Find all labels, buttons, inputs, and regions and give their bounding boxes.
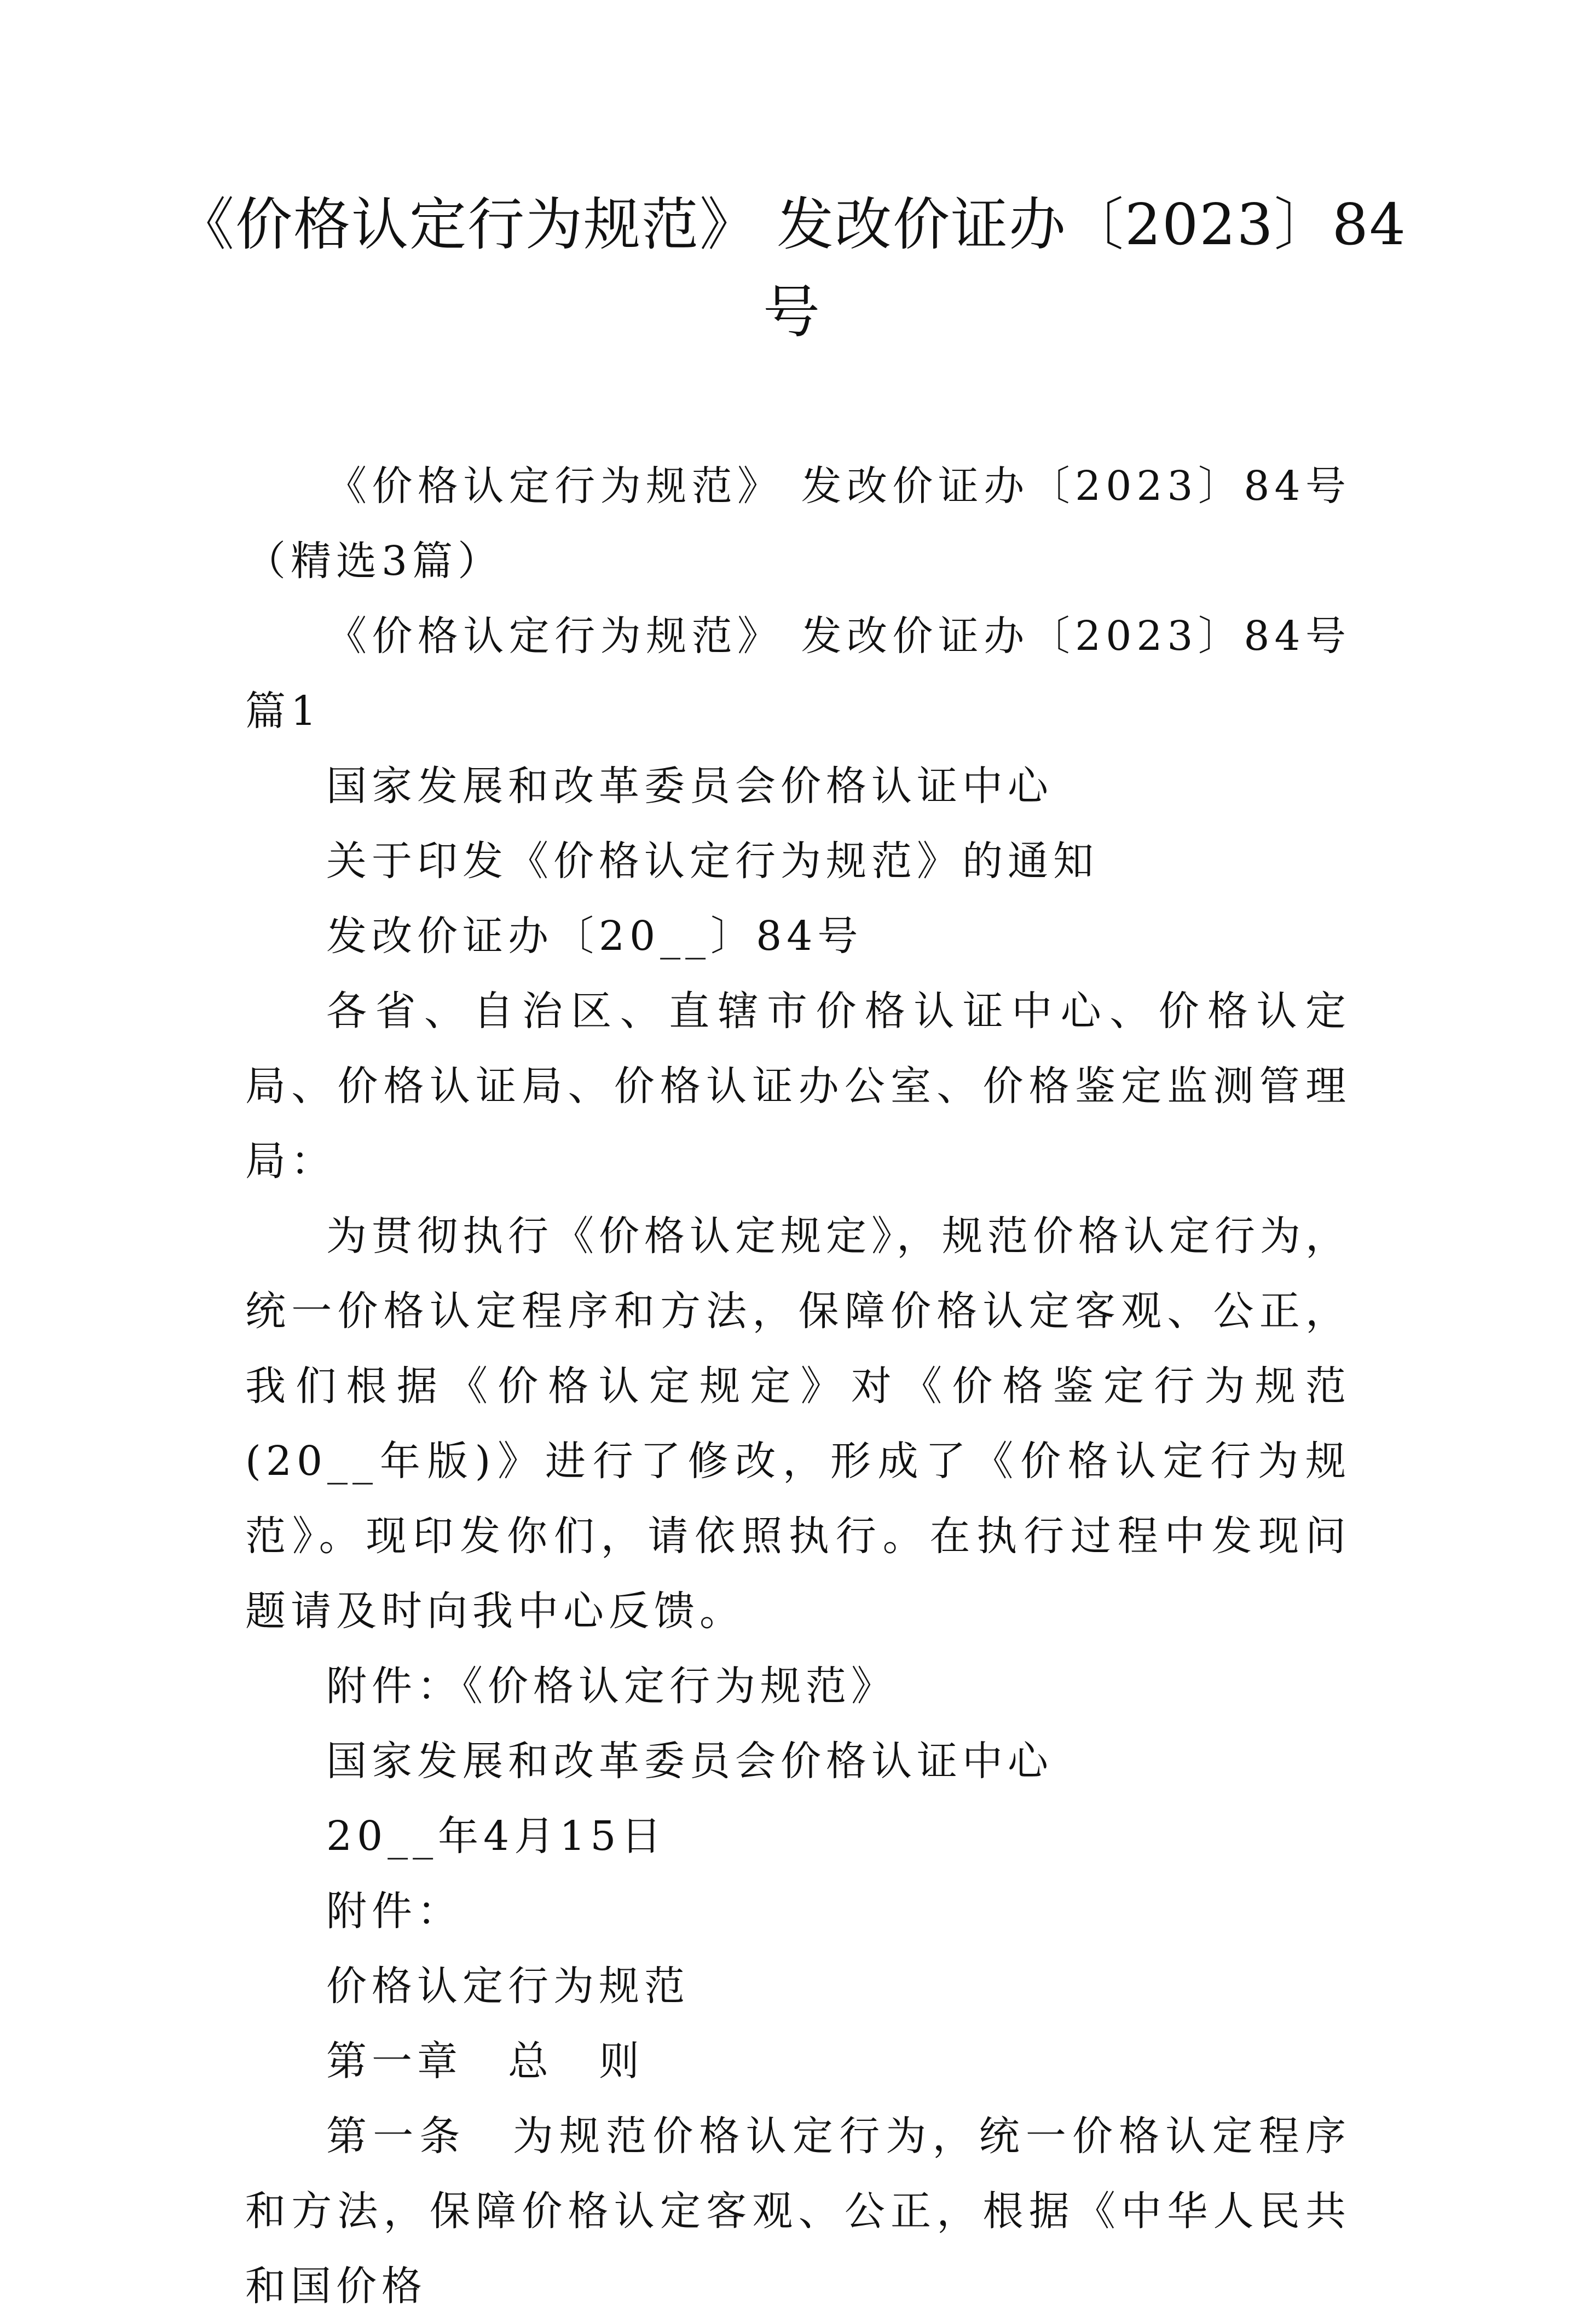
paragraph-notice-title: 关于印发《价格认定行为规范》的通知 bbox=[326, 838, 1099, 885]
paragraph-article-one: 第一条 为规范价格认定行为，统一价格认定程序和方法，保障价格认定客观、公正，根据《中华人民共和国价格 bbox=[245, 2113, 1351, 2310]
paragraph-recipients: 各省、自治区、直辖市价格认证中心、价格认定局、价格认证局、价格认证办公室、价格鉴定监测管理局： bbox=[245, 988, 1351, 1185]
paragraph-document-number: 发改价证办〔20__〕84号 bbox=[326, 913, 863, 960]
paragraph-attachment-note: 附件：《价格认定行为规范》 bbox=[326, 1663, 897, 1710]
document-title: 《价格认定行为规范》 发改价证办〔2023〕84号 bbox=[177, 191, 1407, 345]
paragraph-main-body: 为贯彻执行《价格认定规定》，规范价格认定行为，统一价格认定程序和方法，保障价格认定客观、公正，我们根据《价格认定规定》对《价格鉴定行为规范(20__年版)》进行了修改，形成了《价格认定行为规范》。现印发你们，请依照执行。在执行过程中发现问题请及时向我中心反馈。 bbox=[245, 1213, 1351, 1635]
paragraph-chapter-heading: 第一章 总 则 bbox=[326, 2038, 644, 2085]
document-body bbox=[245, 449, 1351, 2324]
paragraph-signatory: 国家发展和改革委员会价格认证中心 bbox=[326, 1738, 1053, 1785]
paragraph-issuer: 国家发展和改革委员会价格认证中心 bbox=[326, 763, 1053, 810]
paragraph-section-heading: 《价格认定行为规范》 发改价证办〔2023〕84号 篇1 bbox=[245, 613, 1351, 735]
paragraph-date: 20__年4月15日 bbox=[326, 1813, 667, 1860]
paragraph-attachment-label: 附件： bbox=[326, 1888, 463, 1935]
paragraph-intro: 《价格认定行为规范》 发改价证办〔2023〕84号（精选3篇） bbox=[245, 463, 1351, 585]
paragraph-attachment-title: 价格认定行为规范 bbox=[326, 1963, 690, 2010]
